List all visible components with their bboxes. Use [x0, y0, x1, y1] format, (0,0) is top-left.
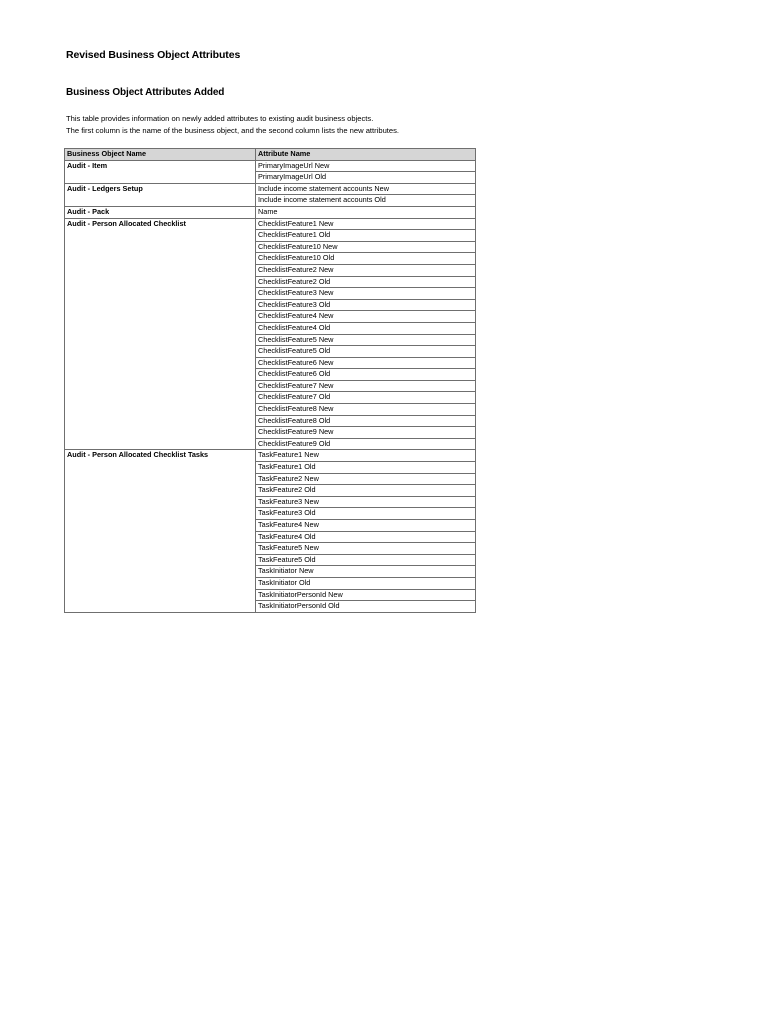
business-object-name-cell: Audit - Ledgers Setup: [65, 183, 256, 206]
attribute-name-cell: TaskInitiator New: [256, 566, 476, 578]
attribute-name-cell: ChecklistFeature5 New: [256, 334, 476, 346]
attribute-name-cell: TaskInitiatorPersonId Old: [256, 601, 476, 613]
attribute-name-cell: ChecklistFeature1 New: [256, 218, 476, 230]
attribute-name-cell: ChecklistFeature7 New: [256, 380, 476, 392]
attribute-name-cell: TaskFeature1 New: [256, 450, 476, 462]
attribute-name-cell: Name: [256, 206, 476, 218]
attribute-name-cell: ChecklistFeature4 Old: [256, 322, 476, 334]
attribute-name-cell: ChecklistFeature9 Old: [256, 438, 476, 450]
attribute-name-cell: PrimaryImageUrl Old: [256, 172, 476, 184]
attribute-name-cell: TaskFeature2 New: [256, 473, 476, 485]
attribute-name-cell: ChecklistFeature2 Old: [256, 276, 476, 288]
business-object-name-cell: Audit - Person Allocated Checklist: [65, 218, 256, 450]
attribute-name-cell: ChecklistFeature6 Old: [256, 369, 476, 381]
attribute-name-cell: TaskInitiatorPersonId New: [256, 589, 476, 601]
section-subtitle: Business Object Attributes Added: [66, 87, 225, 98]
table-row: [65, 218, 476, 230]
attribute-name-cell: ChecklistFeature8 Old: [256, 415, 476, 427]
attribute-name-cell: TaskFeature4 Old: [256, 531, 476, 543]
attribute-name-cell: TaskFeature3 Old: [256, 508, 476, 520]
attribute-name-cell: TaskFeature4 New: [256, 520, 476, 532]
attribute-name-cell: ChecklistFeature10 Old: [256, 253, 476, 265]
attribute-name-cell: Include income statement accounts Old: [256, 195, 476, 207]
attribute-name-cell: TaskFeature2 Old: [256, 485, 476, 497]
table-row: [65, 206, 476, 218]
attribute-name-cell: ChecklistFeature10 New: [256, 241, 476, 253]
table-header-row: [65, 149, 476, 161]
table-row: [65, 160, 476, 172]
attribute-name-cell: ChecklistFeature6 New: [256, 357, 476, 369]
attribute-name-cell: ChecklistFeature2 New: [256, 264, 476, 276]
attribute-name-cell: ChecklistFeature5 Old: [256, 346, 476, 358]
attribute-name-cell: PrimaryImageUrl New: [256, 160, 476, 172]
description-line-2: The first column is the name of the business object, and the second column lists the new attributes.: [66, 126, 400, 135]
business-object-name-cell: Audit - Item: [65, 160, 256, 183]
attribute-name-cell: ChecklistFeature9 New: [256, 427, 476, 439]
attribute-name-cell: TaskFeature5 New: [256, 543, 476, 555]
business-object-name-cell: Audit - Person Allocated Checklist Tasks: [65, 450, 256, 612]
attribute-name-cell: ChecklistFeature7 Old: [256, 392, 476, 404]
business-object-name-cell: Audit - Pack: [65, 206, 256, 218]
attribute-name-cell: TaskFeature5 Old: [256, 554, 476, 566]
table-row: [65, 183, 476, 195]
attribute-name-cell: ChecklistFeature8 New: [256, 404, 476, 416]
header-business-object-name: Business Object Name: [65, 149, 256, 161]
attribute-name-cell: ChecklistFeature4 New: [256, 311, 476, 323]
description-line-1: This table provides information on newly added attributes to existing audit business objects.: [66, 114, 374, 123]
description: [66, 113, 399, 137]
table-row: [65, 450, 476, 462]
attribute-name-cell: ChecklistFeature3 Old: [256, 299, 476, 311]
attribute-name-cell: TaskFeature3 New: [256, 496, 476, 508]
header-attribute-name: Attribute Name: [256, 149, 476, 161]
attribute-name-cell: ChecklistFeature3 New: [256, 288, 476, 300]
table-body: [65, 160, 476, 612]
attributes-table: [64, 148, 476, 613]
attribute-name-cell: TaskFeature1 Old: [256, 462, 476, 474]
attribute-name-cell: TaskInitiator Old: [256, 577, 476, 589]
attribute-name-cell: Include income statement accounts New: [256, 183, 476, 195]
attribute-name-cell: ChecklistFeature1 Old: [256, 230, 476, 242]
page-title: Revised Business Object Attributes: [66, 49, 241, 61]
